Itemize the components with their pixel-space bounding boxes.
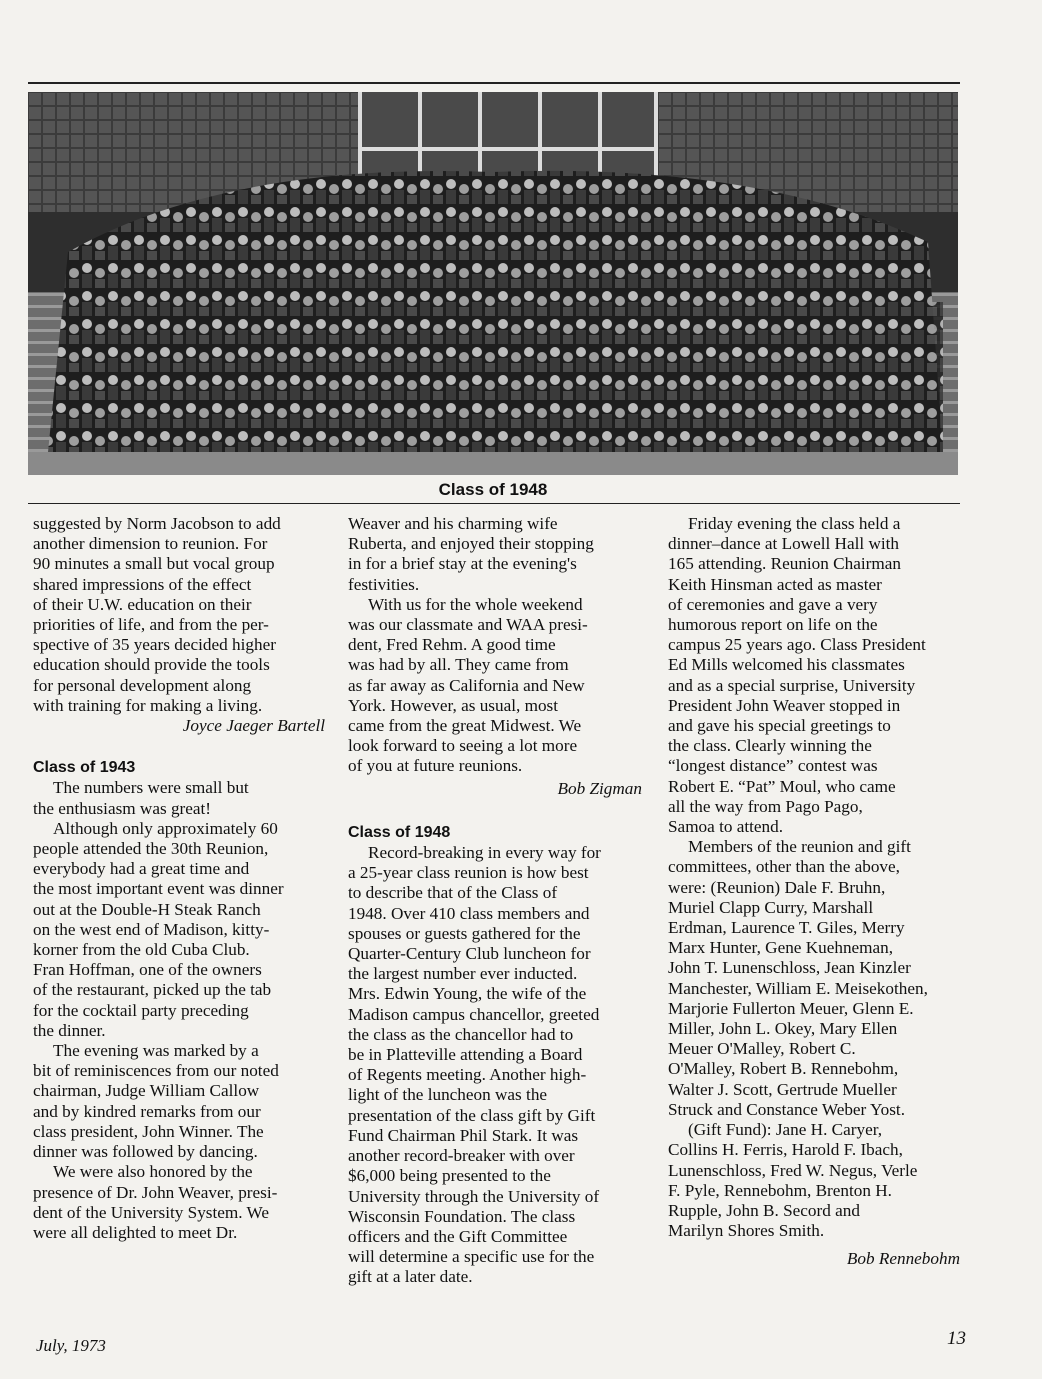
section-heading: Class of 1943: [33, 759, 136, 777]
text-line: Samoa to attend.: [668, 817, 784, 837]
text-line: as far away as California and New: [348, 675, 585, 695]
top-rule: [28, 82, 960, 84]
text-line: gift at a later date.: [348, 1267, 473, 1287]
text-line: was had by all. They came from: [348, 655, 569, 675]
text-line: for personal development along: [33, 675, 252, 695]
text-line: $6,000 being presented to the: [348, 1166, 551, 1186]
text-line: another record-breaker with over: [348, 1146, 575, 1166]
text-line: on the west end of Madison, kitty-: [33, 919, 270, 939]
text-line: Although only approximately 60: [53, 818, 278, 838]
text-line: Collins H. Ferris, Harold F. Ibach,: [668, 1140, 903, 1160]
text-line: 90 minutes a small but vocal group: [33, 554, 275, 574]
text-line: korner from the old Cuba Club.: [33, 940, 250, 960]
text-line: for the cocktail party preceding: [33, 1000, 249, 1020]
col1-paragraph-2: [33, 778, 325, 818]
text-line: and as a special surprise, University: [668, 675, 916, 695]
col3-paragraph-2: [668, 837, 960, 1120]
text-line: of you at future reunions.: [348, 756, 523, 776]
text-line: Manchester, William E. Meisekothen,: [668, 978, 928, 998]
class-photo: [28, 92, 958, 475]
text-line: and gave his special greetings to: [668, 716, 891, 736]
text-line: of ceremonies and gave a very: [668, 594, 878, 614]
text-line: (Gift Fund): Jane H. Caryer,: [688, 1120, 883, 1140]
text-line: spective of 35 years decided higher: [33, 635, 276, 655]
col1-paragraph-1: [33, 514, 325, 716]
text-line: were all delighted to meet Dr.: [33, 1222, 238, 1242]
text-line: festivities.: [348, 574, 420, 594]
col2-paragraph-3: [348, 843, 642, 1287]
issue-date: July, 1973: [36, 1336, 106, 1355]
text-line: of the restaurant, picked up the tab: [33, 980, 272, 1000]
text-line: Fran Hoffman, one of the owners: [33, 960, 262, 980]
text-line: everybody had a great time and: [33, 859, 250, 879]
text-line: 165 attending. Reunion Chairman: [668, 554, 901, 574]
text-line: education should provide the tools: [33, 655, 270, 675]
text-line: Mrs. Edwin Young, the wife of the: [348, 984, 587, 1004]
text-line: Ed Mills welcomed his classmates: [668, 655, 905, 675]
text-line: campus 25 years ago. Class President: [668, 635, 926, 655]
text-line: presentation of the class gift by Gift: [348, 1105, 596, 1125]
text-line: Quarter-Century Club luncheon for: [348, 944, 591, 964]
text-line: Muriel Clapp Curry, Marshall: [668, 897, 874, 917]
text-line: priorities of life, and from the per-: [33, 615, 269, 635]
text-line: the enthusiasm was great!: [33, 798, 212, 818]
text-line: The evening was marked by a: [53, 1041, 259, 1061]
text-line: humorous report on life on the: [668, 615, 878, 635]
text-line: committees, other than the above,: [668, 857, 900, 877]
text-line: out at the Double-H Steak Ranch: [33, 899, 261, 919]
text-line: of their U.W. education on their: [33, 594, 252, 614]
text-line: spouses or guests gathered for the: [348, 923, 581, 943]
text-line: in for a brief stay at the evening's: [348, 554, 577, 574]
page-number: 13: [947, 1328, 966, 1349]
author-signature: Joyce Jaeger Bartell: [182, 716, 325, 736]
text-line: University through the University of: [348, 1186, 600, 1206]
column-2: [348, 514, 642, 1288]
text-line: Ruberta, and enjoyed their stopping: [348, 534, 594, 554]
text-line: dinner–dance at Lowell Hall with: [668, 534, 899, 554]
author-signature: Bob Zigman: [557, 778, 642, 798]
text-line: people attended the 30th Reunion,: [33, 839, 269, 859]
text-line: Struck and Constance Weber Yost.: [668, 1099, 905, 1119]
text-line: Robert E. “Pat” Moul, who came: [668, 776, 896, 796]
text-line: O'Malley, Robert B. Rennebohm,: [668, 1059, 899, 1079]
text-line: Marilyn Shores Smith.: [668, 1221, 825, 1241]
text-line: dinner was followed by dancing.: [33, 1142, 258, 1162]
col1-paragraph-4: [33, 1041, 325, 1162]
col2-paragraph-2: [348, 595, 642, 777]
text-line: were: (Reunion) Dale F. Bruhn,: [668, 877, 886, 897]
col1-paragraph-5: [33, 1162, 325, 1243]
text-line: President John Weaver stopped in: [668, 695, 901, 715]
text-line: Walter J. Scott, Gertrude Mueller: [668, 1079, 897, 1099]
author-signature: Bob Rennebohm: [846, 1249, 960, 1269]
text-line: Meuer O'Malley, Robert C.: [668, 1039, 856, 1059]
text-line: “longest distance” contest was: [668, 756, 878, 776]
text-line: the dinner.: [33, 1020, 106, 1040]
text-line: With us for the whole weekend: [368, 594, 583, 614]
text-line: 1948. Over 410 class members and: [348, 903, 590, 923]
text-line: suggested by Norm Jacobson to add: [33, 514, 281, 533]
text-line: Rupple, John B. Secord and: [668, 1200, 860, 1220]
text-line: Lunenschloss, Fred W. Negus, Verle: [668, 1160, 918, 1180]
text-line: the largest number ever inducted.: [348, 964, 578, 984]
text-line: was our classmate and WAA presi-: [348, 615, 588, 635]
text-line: and by kindred remarks from our: [33, 1101, 261, 1121]
text-line: Record-breaking in every way for: [368, 843, 601, 863]
col1-paragraph-3: [33, 819, 325, 1041]
text-line: Marx Hunter, Gene Kuehneman,: [668, 938, 894, 958]
photo-caption: Class of 1948: [438, 480, 548, 499]
text-line: all the way from Pago Pago,: [668, 796, 863, 816]
class-photo-image: [28, 92, 958, 475]
text-line: officers and the Gift Committee: [348, 1226, 568, 1246]
text-line: be in Platteville attending a Board: [348, 1045, 583, 1065]
text-line: to describe that of the Class of: [348, 883, 558, 903]
column-3: [668, 514, 960, 1270]
text-line: The numbers were small but: [53, 778, 249, 798]
text-line: Miller, John L. Okey, Mary Ellen: [668, 1019, 898, 1039]
text-line: the class. Clearly winning the: [668, 736, 872, 756]
text-line: John T. Lunenschloss, Jean Kinzler: [668, 958, 911, 978]
text-line: another dimension to reunion. For: [33, 534, 268, 554]
column-1: [33, 514, 325, 1243]
text-line: Fund Chairman Phil Stark. It was: [348, 1125, 579, 1145]
text-line: Friday evening the class held a: [688, 514, 901, 533]
text-line: light of the luncheon was the: [348, 1085, 548, 1105]
col3-paragraph-1: [668, 514, 960, 837]
text-line: York. However, as usual, most: [348, 695, 559, 715]
text-line: Members of the reunion and gift: [688, 837, 911, 857]
text-line: of Regents meeting. Another high-: [348, 1065, 587, 1085]
col3-paragraph-3: [668, 1120, 960, 1241]
text-line: We were also honored by the: [53, 1162, 253, 1182]
text-line: look forward to seeing a lot more: [348, 736, 578, 756]
text-line: came from the great Midwest. We: [348, 716, 582, 736]
text-line: class president, John Winner. The: [33, 1121, 264, 1141]
text-line: Keith Hinsman acted as master: [668, 574, 882, 594]
text-line: Erdman, Laurence T. Giles, Merry: [668, 918, 905, 938]
text-line: with training for making a living.: [33, 695, 263, 715]
text-line: the class as the chancellor had to: [348, 1024, 574, 1044]
text-line: the most important event was dinner: [33, 879, 284, 899]
text-line: Marjorie Fullerton Meuer, Glenn E.: [668, 998, 914, 1018]
text-line: F. Pyle, Rennebohm, Brenton H.: [668, 1180, 892, 1200]
section-heading: Class of 1948: [348, 823, 451, 841]
text-line: Weaver and his charming wife: [348, 514, 558, 533]
text-line: Madison campus chancellor, greeted: [348, 1004, 600, 1024]
caption-rule: [28, 503, 960, 504]
text-line: dent of the University System. We: [33, 1202, 270, 1222]
text-line: presence of Dr. John Weaver, presi-: [33, 1182, 278, 1202]
col2-paragraph-1: [348, 514, 642, 595]
text-line: Wisconsin Foundation. The class: [348, 1206, 576, 1226]
text-line: chairman, Judge William Callow: [33, 1081, 260, 1101]
text-line: dent, Fred Rehm. A good time: [348, 635, 556, 655]
text-line: bit of reminiscences from our noted: [33, 1061, 279, 1081]
text-line: a 25-year class reunion is how best: [348, 863, 589, 883]
text-line: will determine a specific use for the: [348, 1247, 595, 1267]
text-line: shared impressions of the effect: [33, 574, 252, 594]
